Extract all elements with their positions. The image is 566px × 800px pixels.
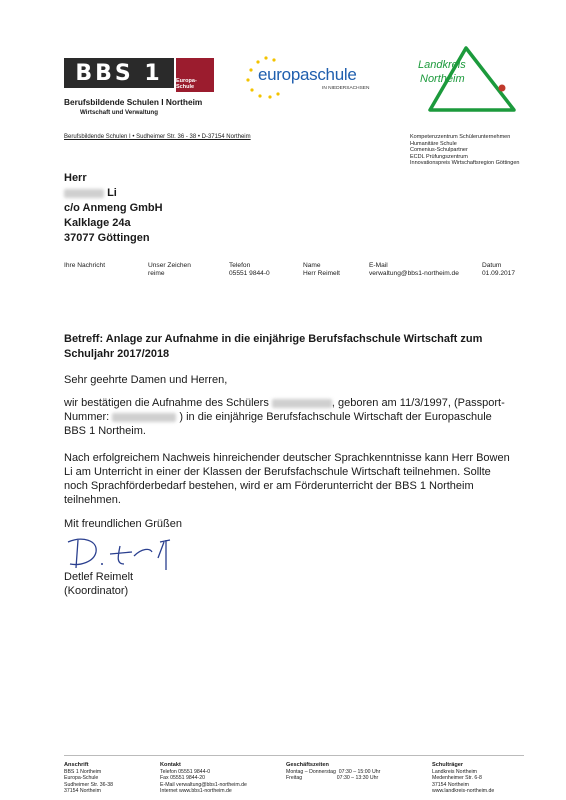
signature-icon: [62, 534, 182, 574]
bbs-logo-box: [64, 58, 174, 88]
subject-line: Betreff: Anlage zur Aufnahme in die einjährige Berufsfachschule Wirtschaft zum Schuljahr 2017/2018: [64, 333, 483, 360]
return-address: Berufsbildende Schulen I • Sudheimer Str. 36 - 38 • D-37154 Northeim: [64, 134, 251, 140]
bbs-logo-text: BBS 1: [75, 60, 163, 86]
footer-contact: Kontakt Telefon 05551 9844-0 Fax 05551 9844-20 E-Mail verwaltung@bbs1-northeim.de Internet www.bbs1-northeim.de: [160, 762, 247, 795]
salutation: Sehr geehrte Damen und Herren,: [64, 374, 228, 386]
paragraph-language: Nach erfolgreichem Nachweis hinreichender deutscher Sprachkenntnisse kann Herr Bowen Li am Unterricht in einer der Klassen der Berufsfachschule Wirtschaft teilnehmen. Sollte noch Sprachförderbedarf bestehen, wird er am Förderunterricht der BBS 1 Northeim teilnehmen.: [64, 452, 510, 506]
ref-value: reime: [148, 270, 165, 277]
achievement-item: ECDL Prüfungszentrum: [410, 153, 468, 160]
footer-heading: Schulträger: [432, 762, 464, 768]
closing: Mit freundlichen Grüßen: [64, 518, 182, 530]
ref-value: verwaltung@bbs1-northeim.de: [369, 270, 459, 277]
school-subtitle: Wirtschaft und Verwaltung: [80, 109, 158, 116]
ref-label: Ihre Nachricht: [64, 262, 106, 269]
ref-value: 01.09.2017: [482, 270, 516, 277]
school-achievements: [410, 134, 519, 167]
ref-label: Name: [303, 262, 321, 269]
ref-col: [482, 262, 515, 278]
paragraph-admission: wir bestätigen die Aufnahme des Schülers , geboren am 11/3/1997, (Passport-Nummer: ) in die einjährige Berufsfachschule Wirtschaft der Europaschule BBS 1 Northeim.: [64, 397, 505, 437]
footer-heading: Kontakt: [160, 762, 181, 768]
recipient-city: 37077 Göttingen: [64, 232, 150, 244]
landkreis-line2: Northeim: [420, 73, 465, 85]
school-name: Berufsbildende Schulen I Northeim: [64, 97, 203, 107]
ref-value: 05551 9844-0: [229, 270, 270, 277]
recipient-company: c/o Anmeng GmbH: [64, 202, 163, 214]
achievement-item: Humanitäre Schule: [410, 140, 457, 147]
achievement-item: Comenius-Schulpartner: [410, 147, 468, 154]
footer-divider: [64, 755, 524, 756]
recipient-name: Li: [64, 186, 163, 201]
ref-col: [229, 262, 270, 278]
ref-col: [64, 262, 105, 270]
ref-value: Herr Reimelt: [303, 270, 341, 277]
signer-name: Detlef Reimelt: [64, 571, 134, 583]
europaschule-logo: [244, 54, 384, 100]
footer-heading: Geschäftszeiten: [286, 762, 329, 768]
recipient-street: Kalklage 24a: [64, 217, 131, 229]
ref-label: Telefon: [229, 262, 251, 269]
ref-label: Datum: [482, 262, 502, 269]
redacted-student-name: [272, 399, 332, 408]
ref-label: Unser Zeichen: [148, 262, 191, 269]
recipient-address: [64, 171, 163, 246]
europa-word: europa: [258, 65, 310, 84]
footer-hours: Geschäftszeiten Montag – Donnerstag 07:30 – 15:00 Uhr Freitag 07:30 – 13:30 Uhr: [286, 762, 381, 782]
bbs-logo: [64, 58, 214, 92]
ref-col: [369, 262, 459, 278]
europa-subtitle: IN NIEDERSACHSEN: [322, 86, 370, 91]
schule-word: schule: [309, 65, 357, 84]
ref-col: [303, 262, 340, 278]
europa-schule-badge: Europa-Schule: [176, 78, 197, 90]
footer-heading: Anschrift: [64, 762, 89, 768]
ref-col: [148, 262, 191, 278]
footer-authority: Schulträger Landkreis Northeim Medenheimer Str. 6-8 37154 Northeim www.landkreis-northeim.de: [432, 762, 495, 795]
bbs-logo-red-block: [176, 58, 214, 92]
landkreis-logo: [410, 44, 520, 116]
ref-label: E-Mail: [369, 262, 388, 269]
signer-role: (Koordinator): [64, 585, 129, 597]
recipient-title: Herr: [64, 172, 87, 184]
redacted-first-name: [64, 189, 104, 198]
redacted-passport-number: [112, 413, 176, 422]
achievement-item: Kompetenzzentrum Schülerunternehmen: [410, 134, 511, 140]
achievement-item: Innovationspreis Wirtschaftsregion Göttingen: [410, 160, 520, 167]
footer-address: Anschrift BBS 1 Northeim Europa-Schule Sudheimer Str. 36-38 37154 Northeim: [64, 762, 114, 795]
landkreis-line1: Landkreis: [418, 59, 466, 71]
